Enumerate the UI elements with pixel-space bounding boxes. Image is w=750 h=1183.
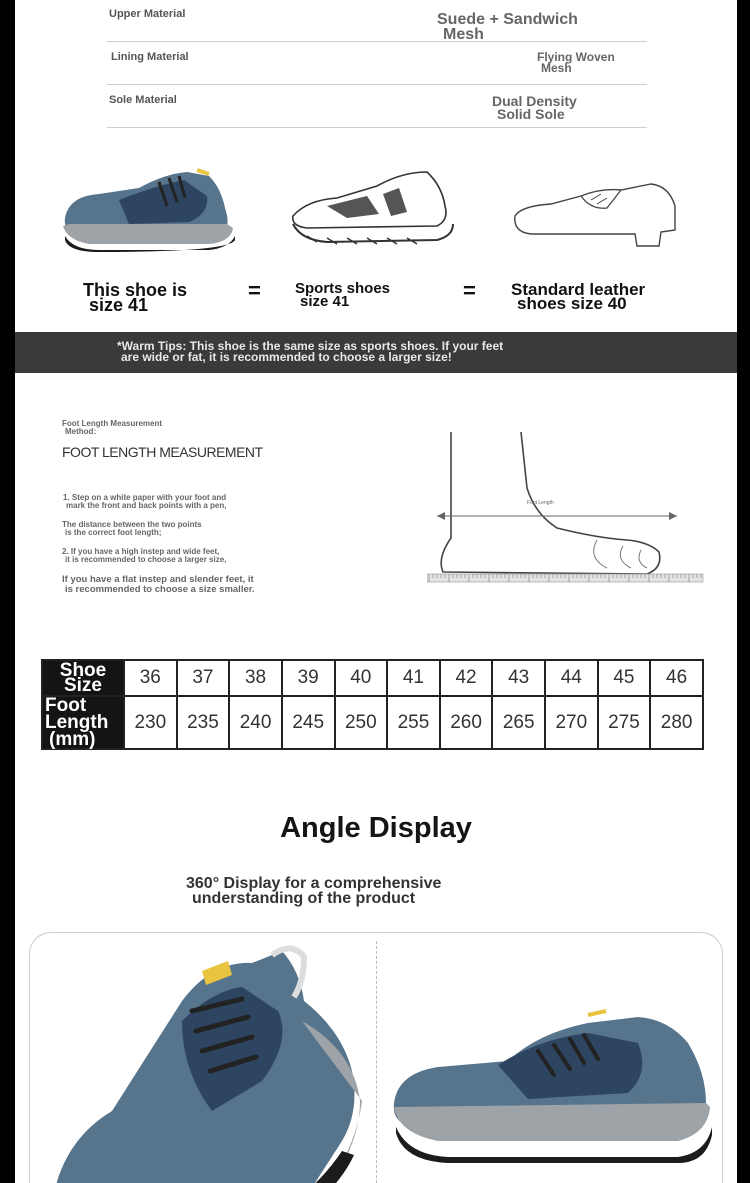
size-chart-table [41, 659, 704, 750]
measurement-heading: FOOT LENGTH MEASUREMENT [62, 444, 263, 460]
foot-length-cell: 280 [650, 696, 703, 749]
this-shoe-size-text: This shoe is size 41 [83, 280, 188, 316]
equals-sign: = [463, 278, 476, 303]
warm-tips-bar [15, 332, 737, 373]
size-row [42, 660, 703, 696]
measurement-panel [15, 373, 737, 1183]
foot-length-cell: 230 [124, 696, 177, 749]
size-cell: 44 [545, 660, 598, 696]
leather-shoe-sketch [511, 176, 681, 252]
measurement-method-label: Foot Length Measurement Method: [62, 419, 163, 436]
foot-length-cell: 275 [598, 696, 651, 749]
measurement-step: 1. Step on a white paper with your foot and mark the front and back points with a pen, [63, 493, 227, 510]
foot-length-cell: 235 [177, 696, 230, 749]
size-cell: 37 [177, 660, 230, 696]
shoe-angle-photo-left [42, 941, 362, 1183]
size-cell: 39 [282, 660, 335, 696]
size-cell: 38 [229, 660, 282, 696]
sports-shoe-size-text: Sports shoes size 41 [295, 280, 391, 310]
length-header: Foot Length (mm) [42, 696, 124, 749]
shoe-angle-photo-right [388, 1003, 713, 1163]
material-value: Suede + Sandwich Mesh [437, 11, 578, 44]
safety-shoe-picture [59, 166, 239, 252]
materials-panel [15, 0, 737, 332]
size-cell: 40 [335, 660, 388, 696]
size-cell: 36 [124, 660, 177, 696]
equals-sign: = [248, 278, 261, 303]
size-cell: 46 [650, 660, 703, 696]
foot-measurement-diagram [427, 428, 705, 588]
material-label: Sole Material [109, 94, 177, 106]
material-label: Upper Material [109, 8, 186, 20]
size-header: Shoe Size [42, 660, 124, 696]
measurement-step: 2. If you have a high instep and wide feet, it is recommended to choose a larger size, [62, 547, 227, 564]
size-cell: 41 [387, 660, 440, 696]
length-row [42, 696, 703, 749]
size-cell: 43 [492, 660, 545, 696]
foot-length-cell: 265 [492, 696, 545, 749]
material-value: Flying Woven Mesh [537, 50, 615, 76]
foot-length-label: Foot Length [527, 500, 554, 506]
measurement-step: The distance between the two points is the correct foot length; [62, 520, 202, 537]
foot-length-cell: 245 [282, 696, 335, 749]
foot-length-cell: 270 [545, 696, 598, 749]
material-label: Lining Material [111, 51, 189, 63]
angle-display-title: Angle Display [280, 812, 472, 844]
size-cell: 42 [440, 660, 493, 696]
foot-length-cell: 240 [229, 696, 282, 749]
foot-length-cell: 260 [440, 696, 493, 749]
photo-divider [376, 941, 377, 1183]
foot-length-cell: 250 [335, 696, 388, 749]
angle-photo-frame [29, 932, 723, 1183]
size-cell: 45 [598, 660, 651, 696]
foot-length-cell: 255 [387, 696, 440, 749]
warm-tips-text: *Warm Tips: This shoe is the same size as sports shoes. If your feet are wide or fat, it is recommended to choose a larger size! [117, 339, 504, 365]
measurement-step: If you have a flat instep and slender feet, it is recommended to choose a size smaller. [62, 574, 255, 595]
sports-shoe-sketch [287, 166, 459, 246]
leather-shoe-size-text: Standard leather shoes size 40 [511, 280, 646, 314]
material-value: Dual Density Solid Sole [492, 93, 577, 123]
angle-display-subtitle: 360° Display for a comprehensive understanding of the product [186, 875, 442, 908]
